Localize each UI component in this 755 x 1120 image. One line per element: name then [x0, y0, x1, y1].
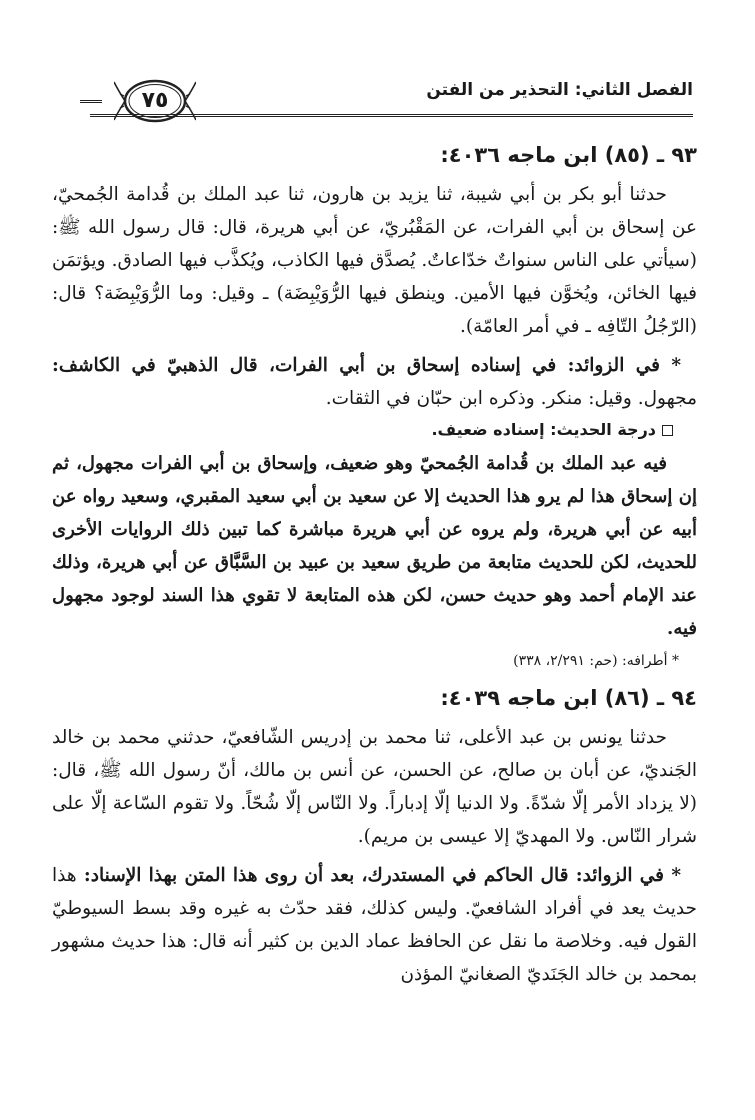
- hadith-94-zawaid-label: * في الزوائد: قال الحاكم في المستدرك، بعد أن روى هذا المتن بهذا الإسناد:: [83, 865, 681, 886]
- page-body: [52, 140, 697, 993]
- hadith-93-grade: [52, 417, 673, 443]
- hadith-93-grade-text: درجة الحديث: إسناده ضعيف.: [431, 420, 656, 439]
- hadith-93-zawaid: [52, 349, 697, 415]
- hadith-93-atraf: * أطرافه: (حم: ٢/٢٩١، ٣٣٨): [513, 653, 679, 669]
- hadith-93-heading: ٩٣ ـ (٨٥) ابن ماجه ٤٠٣٦:: [440, 143, 697, 167]
- hadith-94-heading: ٩٤ ـ (٨٦) ابن ماجه ٤٠٣٩:: [440, 686, 697, 710]
- hadith-93-zawaid-label: * في الزوائد: في إسناده إسحاق بن أبي الفرات، قال الذهبيّ في الكاشف:: [52, 355, 681, 376]
- hadith-93-text: حدثنا أبو بكر بن أبي شيبة، ثنا يزيد بن هارون، ثنا عبد الملك بن قُدامة الجُمحيّ، عن إسحاق بن أبي الفرات، عن المَقْبُريّ، عن أبي هريرة، قال: قال رسول الله ﷺ: (سيأتي على الناس سنواتٌ خدّاعاتٌ. يُصدَّق فيها الكاذب، ويُكذَّب فيها الصادق. ويؤتمَن فيها الخائن، ويُخوَّن فيها الأمين. وينطق فيها الرُّوَيْبِضَة) ـ وقيل: وما الرُّوَيْبِضَة؟ قال: (الرّجُلُ التّافِه ـ في أمر العامّة).: [52, 184, 697, 337]
- chapter-title: الفصل الثاني: التحذير من الفتن: [426, 80, 693, 100]
- page-number-ornament: [114, 76, 196, 126]
- hadith-93: [52, 140, 697, 673]
- hadith-94: [52, 683, 697, 991]
- square-bullet-icon: [662, 425, 673, 436]
- page-header: [90, 72, 693, 132]
- hadith-94-text: حدثنا يونس بن عبد الأعلى، ثنا محمد بن إدريس الشّافعيّ، حدثني محمد بن خالد الجَنديّ، عن أبان بن صالح، عن الحسن، عن أنس بن مالك، أنّ رسول الله ﷺ، قال: (لا يزداد الأمر إلّا شدّةً. ولا الدنيا إلّا إدباراً. ولا النّاس إلّا شُحّاً. ولا تقوم السّاعة إلّا على شرار النّاس. ولا المهديّ إلا عيسى بن مريم).: [52, 727, 697, 847]
- hadith-94-zawaid-rest: هذا حديث يعد في أفراد الشافعيّ. وليس كذلك، فقد حدّث به غيره وقد بسط السيوطيّ القول فيه. وخلاصة ما نقل عن الحافظ عماد الدين بن كثير أنه قال: هذا حديث مشهور بمحمد بن خالد الجَنَديّ الصغانيّ المؤذن: [52, 865, 697, 985]
- hadith-93-zawaid-rest: مجهول. وقيل: منكر. وذكره ابن حبّان في الثقات.: [325, 388, 697, 409]
- hadith-94-zawaid: [52, 859, 697, 991]
- hadith-93-commentary: فيه عبد الملك بن قُدامة الجُمحيّ وهو ضعيف، وإسحاق بن أبي الفرات مجهول، ثم إن إسحاق هذا لم يرو هذا الحديث إلا عن سعيد بن أبي سعيد المقبري، وسعيد رواه عن أبيه عن أبي هريرة، ولم يروه عن أبي هريرة مباشرة كما تبين ذلك الروايات الأخرى للحديث، لكن للحديث متابعة من طريق سعيد بن عبيد بن السَّبَّاق عن أبي هريرة، وذلك عند الإمام أحمد وهو حديث حسن، لكن هذه المتابعة لا تقوي هذا السند لوجود مجهول فيه.: [52, 453, 697, 639]
- page-number: ٧٥: [141, 88, 169, 113]
- header-rule-left: [80, 100, 102, 103]
